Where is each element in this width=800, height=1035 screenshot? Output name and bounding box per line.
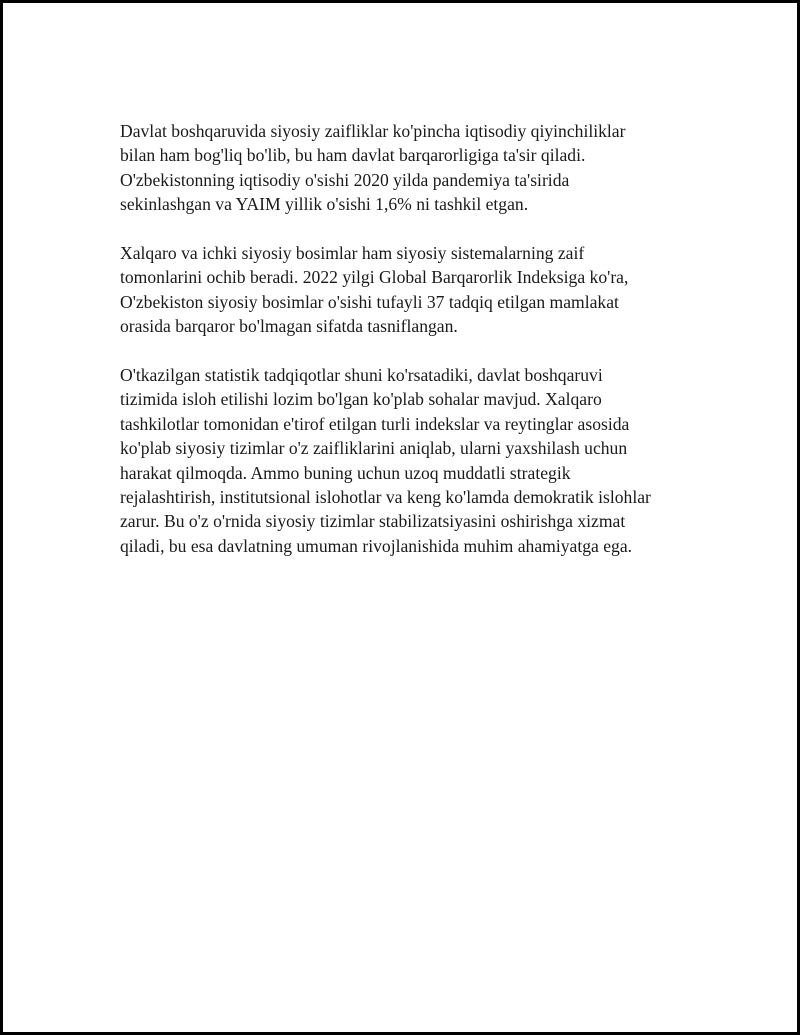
text-line: ko'plab siyosiy tizimlar o'z zaifliklarini aniqlab, ularni yaxshilash uchun bbox=[120, 438, 628, 459]
text-line: tizimida isloh etilishi lozim bo'lgan ko'plab sohalar mavjud. Xalqaro bbox=[120, 389, 602, 410]
paragraph-3 bbox=[120, 363, 690, 558]
text-line: O'zbekiston siyosiy bosimlar o'sishi tufayli 37 tadqiq etilgan mamlakat bbox=[120, 291, 619, 312]
text-line: rejalashtirish, institutsional islohotlar va keng ko'lamda demokratik islohlar bbox=[120, 487, 651, 508]
text-line: zarur. Bu o'z o'rnida siyosiy tizimlar stabilizatsiyasini oshirishga xizmat bbox=[120, 511, 626, 532]
document-body bbox=[120, 119, 690, 583]
text-line: bilan ham bog'liq bo'lib, bu ham davlat barqarorligiga ta'sir qiladi. bbox=[120, 145, 586, 166]
text-line: orasida barqaror bo'lmagan sifatda tasniflangan. bbox=[120, 316, 458, 337]
text-line: tashkilotlar tomonidan e'tirof etilgan turli indekslar va reytinglar asosida bbox=[120, 413, 630, 434]
paragraph-2 bbox=[120, 241, 690, 339]
text-line: tomonlarini ochib beradi. 2022 yilgi Global Barqarorlik Indeksiga ko'ra, bbox=[120, 267, 629, 288]
text-line: O'tkazilgan statistik tadqiqotlar shuni ko'rsatadiki, davlat boshqaruvi bbox=[120, 365, 603, 386]
text-line: Davlat boshqaruvida siyosiy zaifliklar ko'pincha iqtisodiy qiyinchiliklar bbox=[120, 121, 626, 141]
text-line: O'zbekistonning iqtisodiy o'sishi 2020 yilda pandemiya ta'sirida bbox=[120, 169, 570, 190]
text-line: sekinlashgan va YAIM yillik o'sishi 1,6% ni tashkil etgan. bbox=[120, 194, 529, 215]
paragraph-1 bbox=[120, 119, 690, 217]
text-line: qiladi, bu esa davlatning umuman rivojlanishida muhim ahamiyatga ega. bbox=[120, 535, 633, 556]
text-line: harakat qilmoqda. Ammo buning uchun uzoq muddatli strategik bbox=[120, 462, 571, 483]
text-line: Xalqaro va ichki siyosiy bosimlar ham siyosiy sistemalarning zaif bbox=[120, 243, 585, 264]
